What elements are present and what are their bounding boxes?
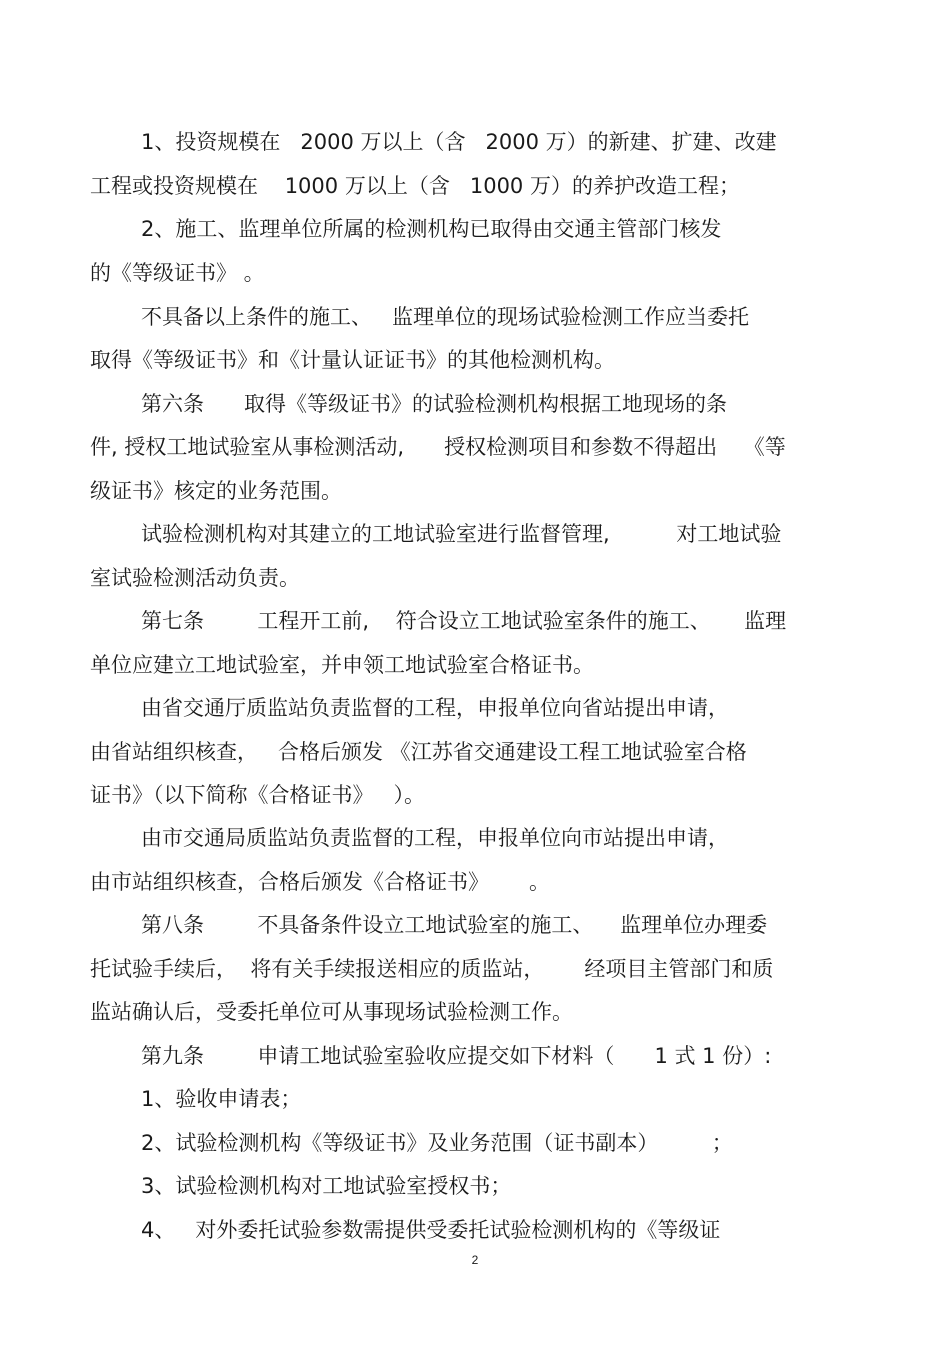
text-line: 由省交通厅质监站负责监督的工程，申报单位向省站提出申请， <box>141 696 729 720</box>
text-line: 托试验手续后， 将有关手续报送相应的质监站， 经项目主管部门和质 <box>90 957 774 981</box>
text-line: 4、 对外委托试验参数需提供受委托试验检测机构的《等级证 <box>141 1218 721 1242</box>
text-line: 取得《等级证书》和《计量认证证书》的其他检测机构。 <box>90 348 615 372</box>
text-line: 2、试验检测机构《等级证书》及业务范围（证书副本） ； <box>141 1131 733 1155</box>
text-line: 的《等级证书》 。 <box>90 261 265 285</box>
text-line: 工程或投资规模在 1000 万以上（含 1000 万）的养护改造工程； <box>90 174 740 198</box>
text-line: 1、投资规模在 2000 万以上（含 2000 万）的新建、扩建、改建 <box>141 130 777 154</box>
text-line: 1、验收申请表； <box>141 1087 302 1111</box>
text-line: 室试验检测活动负责。 <box>90 566 300 590</box>
text-line: 试验检测机构对其建立的工地试验室进行监督管理, 对工地试验 <box>141 522 782 546</box>
text-line: 不具备以上条件的施工、 监理单位的现场试验检测工作应当委托 <box>141 305 750 329</box>
text-line: 由市交通局质监站负责监督的工程，申报单位向市站提出申请， <box>141 826 729 850</box>
text-line: 第七条 工程开工前, 符合设立工地试验室条件的施工、 监理 <box>141 609 787 633</box>
text-line: 第六条 取得《等级证书》的试验检测机构根据工地现场的条 <box>141 392 728 416</box>
text-line: 件, 授权工地试验室从事检测活动, 授权检测项目和参数不得超出 《等 <box>90 435 786 459</box>
text-line: 第八条 不具备条件设立工地试验室的施工、 监理单位办理委 <box>141 913 768 937</box>
text-line: 证书》（以下简称《合格证书》 ）。 <box>90 783 426 807</box>
text-line: 单位应建立工地试验室，并申领工地试验室合格证书。 <box>90 653 594 677</box>
text-line: 监站确认后，受委托单位可从事现场试验检测工作。 <box>90 1000 573 1024</box>
text-line: 3、试验检测机构对工地试验室授权书； <box>141 1174 512 1198</box>
text-line: 由省站组织核查， 合格后颁发 《江苏省交通建设工程工地试验室合格 <box>90 740 747 764</box>
text-line: 2、施工、监理单位所属的检测机构已取得由交通主管部门核发 <box>141 217 722 241</box>
page-number: 2 <box>471 1253 479 1267</box>
text-line: 级证书》核定的业务范围。 <box>90 479 342 503</box>
text-line: 第九条 申请工地试验室验收应提交如下材料（ 1 式 1 份）: <box>141 1044 772 1068</box>
text-line: 由市站组织核查，合格后颁发《合格证书》 。 <box>90 870 551 894</box>
